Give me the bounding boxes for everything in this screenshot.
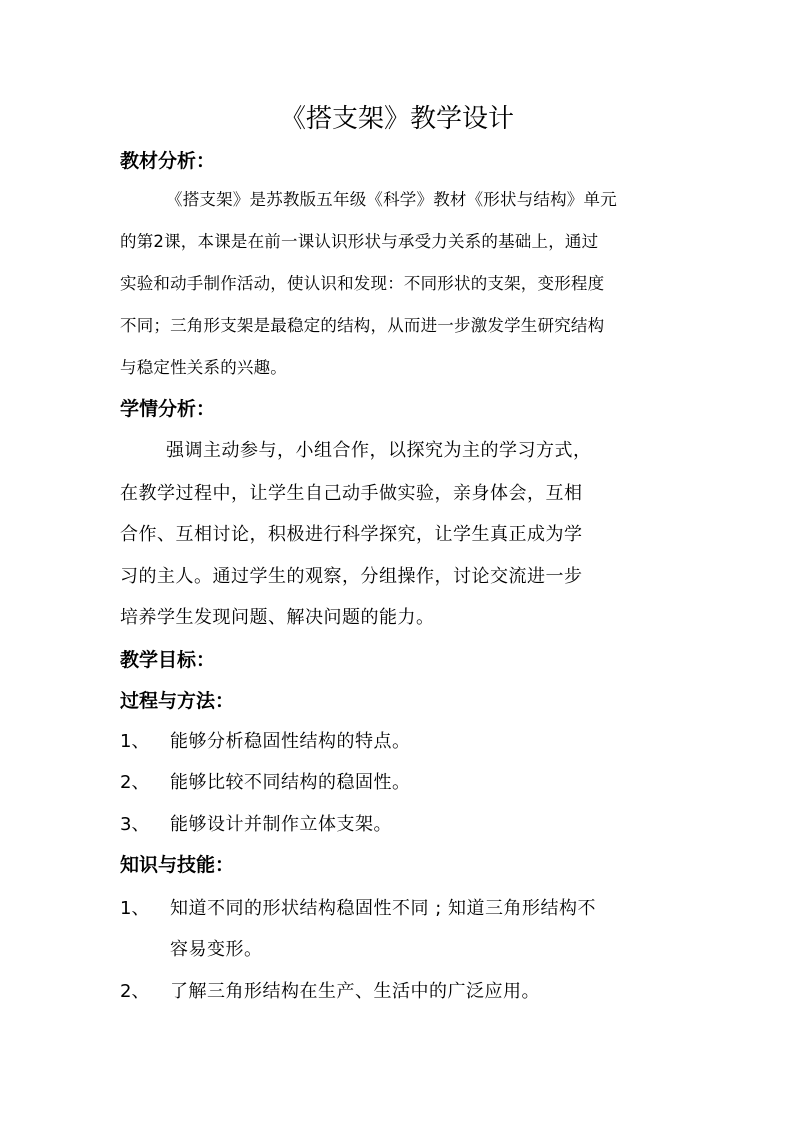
paragraph-line: 实验和动手制作活动，使认识和发现：不同形状的支架，变形程度 bbox=[120, 274, 605, 293]
section-heading-knowledge: 知识与技能： bbox=[120, 854, 235, 876]
section-heading-learners: 学情分析： bbox=[120, 398, 216, 420]
list-item: 知道不同的形状结构稳固性不同 ; 知道三角形结构不 bbox=[170, 898, 597, 919]
list-item: 能够设计并制作立体支架。 bbox=[170, 814, 392, 835]
paragraph-line: 《搭支架》是苏教版五年级《科学》教材《形状与结构》单元 bbox=[166, 190, 617, 209]
section-heading-goals: 教学目标： bbox=[120, 649, 216, 671]
section-heading-process: 过程与方法： bbox=[120, 690, 235, 712]
list-number: 2、 bbox=[120, 772, 150, 793]
paragraph-line: 培养学生发现问题、解决问题的能力。 bbox=[120, 607, 435, 628]
section-heading-textbook: 教材分析： bbox=[120, 150, 216, 172]
paragraph-line: 与稳定性关系的兴趣。 bbox=[120, 358, 287, 377]
list-item: 了解三角形结构在生产、生活中的广泛应用。 bbox=[170, 981, 540, 1002]
list-number: 1、 bbox=[120, 898, 150, 919]
list-item: 能够分析稳固性结构的特点。 bbox=[170, 731, 411, 752]
paragraph-line: 在教学过程中，让学生自己动手做实验，亲身体会，互相 bbox=[120, 483, 583, 504]
list-number: 3、 bbox=[120, 814, 150, 835]
paragraph-line: 合作、互相讨论，积极进行科学探究，让学生真正成为学 bbox=[120, 524, 583, 545]
list-item: 能够比较不同结构的稳固性。 bbox=[170, 772, 411, 793]
paragraph-line: 不同；三角形支架是最稳定的结构，从而进一步激发学生研究结构 bbox=[120, 316, 605, 335]
list-number: 2、 bbox=[120, 981, 150, 1002]
paragraph-line: 的第2课，本课是在前一课认识形状与承受力关系的基础上，通过 bbox=[120, 232, 599, 251]
paragraph-line: 习的主人。通过学生的观察，分组操作，讨论交流进一步 bbox=[120, 566, 583, 587]
paragraph-line: 强调主动参与，小组合作，以探究为主的学习方式， bbox=[166, 440, 592, 461]
list-number: 1、 bbox=[120, 731, 150, 752]
list-item-continuation: 容易变形。 bbox=[170, 939, 263, 960]
page-title: 《搭支架》教学设计 bbox=[279, 104, 514, 134]
